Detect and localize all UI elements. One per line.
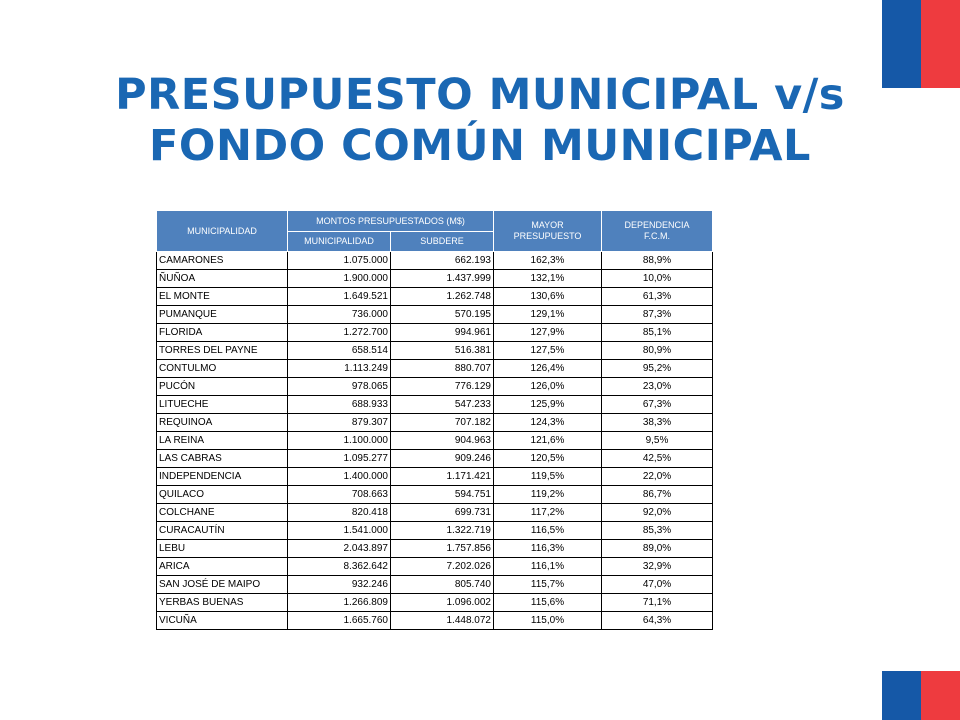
cell-monto-municipalidad: 8.362.642 bbox=[288, 558, 391, 576]
cell-monto-municipalidad: 820.418 bbox=[288, 504, 391, 522]
flag-blue-stripe bbox=[882, 671, 921, 720]
cell-dependencia: 88,9% bbox=[602, 252, 713, 270]
cell-monto-municipalidad: 1.900.000 bbox=[288, 270, 391, 288]
cell-dependencia: 42,5% bbox=[602, 450, 713, 468]
cell-dependencia: 22,0% bbox=[602, 468, 713, 486]
cell-dependencia: 64,3% bbox=[602, 612, 713, 630]
cell-monto-municipalidad: 879.307 bbox=[288, 414, 391, 432]
cell-municipalidad: COLCHANE bbox=[157, 504, 288, 522]
cell-mayor-presupuesto: 127,9% bbox=[494, 324, 602, 342]
table-row bbox=[157, 594, 713, 612]
cell-monto-municipalidad: 1.649.521 bbox=[288, 288, 391, 306]
subheader-municipalidad: MUNICIPALIDAD bbox=[288, 232, 391, 252]
cell-monto-municipalidad: 658.514 bbox=[288, 342, 391, 360]
cell-mayor-presupuesto: 125,9% bbox=[494, 396, 602, 414]
cell-monto-municipalidad: 2.043.897 bbox=[288, 540, 391, 558]
table-row bbox=[157, 288, 713, 306]
flag-red-stripe bbox=[921, 671, 960, 720]
header-row bbox=[157, 211, 713, 232]
cell-municipalidad: TORRES DEL PAYNE bbox=[157, 342, 288, 360]
cell-monto-subdere: 880.707 bbox=[391, 360, 494, 378]
cell-mayor-presupuesto: 130,6% bbox=[494, 288, 602, 306]
budget-table bbox=[156, 210, 713, 630]
cell-monto-municipalidad: 1.113.249 bbox=[288, 360, 391, 378]
header-mayor-line2: PRESUPUESTO bbox=[513, 231, 582, 241]
table-row bbox=[157, 306, 713, 324]
cell-municipalidad: PUCÓN bbox=[157, 378, 288, 396]
cell-mayor-presupuesto: 121,6% bbox=[494, 432, 602, 450]
cell-mayor-presupuesto: 115,7% bbox=[494, 576, 602, 594]
cell-municipalidad: VICUÑA bbox=[157, 612, 288, 630]
cell-monto-subdere: 1.322.719 bbox=[391, 522, 494, 540]
header-municipalidad: MUNICIPALIDAD bbox=[157, 211, 288, 252]
table-row bbox=[157, 270, 713, 288]
cell-monto-municipalidad: 1.095.277 bbox=[288, 450, 391, 468]
table-row bbox=[157, 252, 713, 270]
cell-monto-municipalidad: 978.065 bbox=[288, 378, 391, 396]
cell-municipalidad: PUMANQUE bbox=[157, 306, 288, 324]
cell-monto-subdere: 594.751 bbox=[391, 486, 494, 504]
cell-dependencia: 86,7% bbox=[602, 486, 713, 504]
table-row bbox=[157, 612, 713, 630]
cell-municipalidad: INDEPENDENCIA bbox=[157, 468, 288, 486]
cell-municipalidad: LITUECHE bbox=[157, 396, 288, 414]
cell-mayor-presupuesto: 120,5% bbox=[494, 450, 602, 468]
table-row bbox=[157, 450, 713, 468]
cell-dependencia: 95,2% bbox=[602, 360, 713, 378]
cell-monto-subdere: 909.246 bbox=[391, 450, 494, 468]
cell-mayor-presupuesto: 119,5% bbox=[494, 468, 602, 486]
cell-municipalidad: ARICA bbox=[157, 558, 288, 576]
header-dependencia-line2: F.C.M. bbox=[644, 231, 670, 241]
title-line-1: PRESUPUESTO MUNICIPAL v/s bbox=[115, 70, 845, 120]
cell-dependencia: 92,0% bbox=[602, 504, 713, 522]
cell-mayor-presupuesto: 116,1% bbox=[494, 558, 602, 576]
cell-dependencia: 71,1% bbox=[602, 594, 713, 612]
table-row bbox=[157, 432, 713, 450]
cell-dependencia: 89,0% bbox=[602, 540, 713, 558]
cell-monto-subdere: 1.437.999 bbox=[391, 270, 494, 288]
cell-monto-subdere: 7.202.026 bbox=[391, 558, 494, 576]
cell-municipalidad: SAN JOSÉ DE MAIPO bbox=[157, 576, 288, 594]
table-row bbox=[157, 522, 713, 540]
cell-municipalidad: EL MONTE bbox=[157, 288, 288, 306]
cell-dependencia: 61,3% bbox=[602, 288, 713, 306]
cell-monto-subdere: 994.961 bbox=[391, 324, 494, 342]
cell-municipalidad: FLORIDA bbox=[157, 324, 288, 342]
cell-mayor-presupuesto: 127,5% bbox=[494, 342, 602, 360]
cell-monto-municipalidad: 1.075.000 bbox=[288, 252, 391, 270]
cell-dependencia: 23,0% bbox=[602, 378, 713, 396]
page-title bbox=[0, 70, 960, 172]
table-row bbox=[157, 540, 713, 558]
cell-municipalidad: QUILACO bbox=[157, 486, 288, 504]
cell-monto-subdere: 662.193 bbox=[391, 252, 494, 270]
table-row bbox=[157, 414, 713, 432]
table-row bbox=[157, 324, 713, 342]
table-row bbox=[157, 342, 713, 360]
cell-dependencia: 85,3% bbox=[602, 522, 713, 540]
cell-monto-subdere: 1.757.856 bbox=[391, 540, 494, 558]
cell-municipalidad: ÑUÑOA bbox=[157, 270, 288, 288]
cell-mayor-presupuesto: 119,2% bbox=[494, 486, 602, 504]
cell-monto-municipalidad: 932.246 bbox=[288, 576, 391, 594]
table-row bbox=[157, 360, 713, 378]
cell-monto-subdere: 904.963 bbox=[391, 432, 494, 450]
cell-mayor-presupuesto: 124,3% bbox=[494, 414, 602, 432]
cell-monto-municipalidad: 736.000 bbox=[288, 306, 391, 324]
cell-mayor-presupuesto: 129,1% bbox=[494, 306, 602, 324]
cell-monto-municipalidad: 688.933 bbox=[288, 396, 391, 414]
subheader-subdere: SUBDERE bbox=[391, 232, 494, 252]
flag-stripe-bottom bbox=[882, 671, 960, 720]
cell-mayor-presupuesto: 115,6% bbox=[494, 594, 602, 612]
cell-monto-municipalidad: 1.400.000 bbox=[288, 468, 391, 486]
cell-monto-municipalidad: 1.541.000 bbox=[288, 522, 391, 540]
header-mayor-line1: MAYOR bbox=[531, 220, 564, 230]
cell-monto-subdere: 547.233 bbox=[391, 396, 494, 414]
cell-monto-subdere: 570.195 bbox=[391, 306, 494, 324]
cell-monto-subdere: 1.448.072 bbox=[391, 612, 494, 630]
cell-municipalidad: LAS CABRAS bbox=[157, 450, 288, 468]
cell-monto-municipalidad: 1.665.760 bbox=[288, 612, 391, 630]
header-dependencia-line1: DEPENDENCIA bbox=[624, 220, 690, 230]
cell-monto-subdere: 1.171.421 bbox=[391, 468, 494, 486]
cell-municipalidad: CONTULMO bbox=[157, 360, 288, 378]
table-row bbox=[157, 378, 713, 396]
cell-monto-subdere: 707.182 bbox=[391, 414, 494, 432]
header-mayor-presupuesto bbox=[494, 211, 602, 252]
title-line-2: FONDO COMÚN MUNICIPAL bbox=[149, 121, 811, 171]
cell-municipalidad: YERBAS BUENAS bbox=[157, 594, 288, 612]
cell-monto-municipalidad: 1.266.809 bbox=[288, 594, 391, 612]
cell-dependencia: 38,3% bbox=[602, 414, 713, 432]
cell-monto-municipalidad: 1.100.000 bbox=[288, 432, 391, 450]
cell-dependencia: 10,0% bbox=[602, 270, 713, 288]
table-row bbox=[157, 468, 713, 486]
cell-mayor-presupuesto: 117,2% bbox=[494, 504, 602, 522]
cell-monto-subdere: 1.096.002 bbox=[391, 594, 494, 612]
table-row bbox=[157, 486, 713, 504]
cell-monto-subdere: 516.381 bbox=[391, 342, 494, 360]
cell-dependencia: 9,5% bbox=[602, 432, 713, 450]
table-body bbox=[157, 252, 713, 630]
cell-municipalidad: LEBU bbox=[157, 540, 288, 558]
table-row bbox=[157, 504, 713, 522]
cell-monto-subdere: 805.740 bbox=[391, 576, 494, 594]
cell-municipalidad: CURACAUTÍN bbox=[157, 522, 288, 540]
table-row bbox=[157, 396, 713, 414]
cell-dependencia: 67,3% bbox=[602, 396, 713, 414]
cell-mayor-presupuesto: 162,3% bbox=[494, 252, 602, 270]
table-row bbox=[157, 576, 713, 594]
cell-mayor-presupuesto: 116,5% bbox=[494, 522, 602, 540]
cell-monto-municipalidad: 708.663 bbox=[288, 486, 391, 504]
cell-mayor-presupuesto: 126,4% bbox=[494, 360, 602, 378]
cell-municipalidad: CAMARONES bbox=[157, 252, 288, 270]
header-montos: MONTOS PRESUPUESTADOS (M$) bbox=[288, 211, 494, 232]
cell-dependencia: 87,3% bbox=[602, 306, 713, 324]
cell-mayor-presupuesto: 116,3% bbox=[494, 540, 602, 558]
cell-mayor-presupuesto: 115,0% bbox=[494, 612, 602, 630]
cell-monto-subdere: 776.129 bbox=[391, 378, 494, 396]
header-dependencia bbox=[602, 211, 713, 252]
cell-dependencia: 85,1% bbox=[602, 324, 713, 342]
cell-municipalidad: LA REINA bbox=[157, 432, 288, 450]
cell-monto-subdere: 699.731 bbox=[391, 504, 494, 522]
cell-dependencia: 32,9% bbox=[602, 558, 713, 576]
cell-dependencia: 47,0% bbox=[602, 576, 713, 594]
cell-mayor-presupuesto: 132,1% bbox=[494, 270, 602, 288]
cell-monto-municipalidad: 1.272.700 bbox=[288, 324, 391, 342]
cell-monto-subdere: 1.262.748 bbox=[391, 288, 494, 306]
cell-dependencia: 80,9% bbox=[602, 342, 713, 360]
cell-mayor-presupuesto: 126,0% bbox=[494, 378, 602, 396]
cell-municipalidad: REQUINOA bbox=[157, 414, 288, 432]
table-row bbox=[157, 558, 713, 576]
